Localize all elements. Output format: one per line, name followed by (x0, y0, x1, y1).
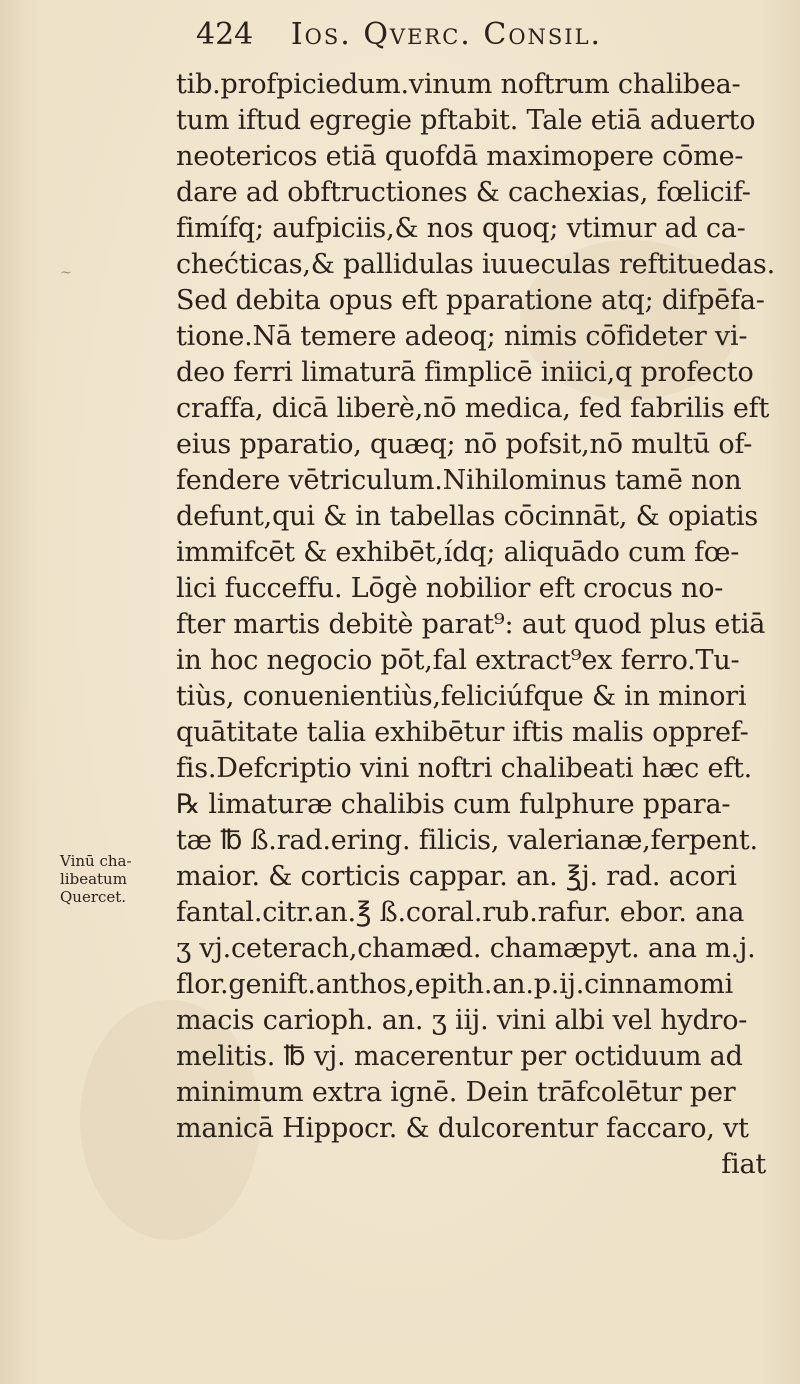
running-title: Ios. Qverc. Consil. (290, 17, 603, 52)
stray-pen-mark: ~ (60, 265, 72, 281)
text-line: lici fucceffu. Lōgè nobilior eft crocus no- (176, 573, 724, 604)
page-number: 424 (196, 17, 254, 52)
text-line: craffa, dicā liberè,nō medica, fed fabrilis eft (176, 393, 770, 424)
text-line: manicā Hippocr. & dulcorentur faccaro, vt (176, 1113, 749, 1144)
text-line: melitis. ℔ vj. macerentur per octiduum ad (176, 1041, 743, 1072)
text-line: ʒ vj.ceterach,chamæd. chamæpyt. ana m.j. (176, 933, 756, 964)
body-text (176, 67, 776, 1183)
text-line: fendere vētriculum.Nihilominus tamē non (176, 465, 742, 496)
text-line: ℞ limaturæ chalibis cum fulphure ppara- (176, 789, 731, 820)
page-header (196, 10, 602, 60)
text-line: dare ad obftructiones & cachexias, fœlicif- (176, 177, 751, 208)
marginal-note-line: Vinū cha- (60, 852, 132, 870)
text-line: neotericos etiā quofdā maximopere cōme- (176, 141, 744, 172)
text-line: tæ ℔ ß.rad.ering. filicis, valerianæ,ferpent. (176, 825, 758, 856)
marginal-note (60, 852, 170, 906)
text-line: tiùs, conuenientiùs,feliciúfque & in minori (176, 681, 747, 712)
text-line: minimum extra ignē. Dein trāfcolētur per (176, 1077, 736, 1108)
text-line: tib.profpiciedum.vinum noftrum chalibea- (176, 69, 741, 100)
text-line: fimífq; aufpiciis,& nos quoq; vtimur ad ca- (176, 213, 746, 244)
text-line: quātitate talia exhibētur iftis malis oppref- (176, 717, 749, 748)
text-line: chećticas,& pallidulas iuueculas reftituedas. (176, 249, 775, 280)
text-line: macis carioph. an. ʒ iij. vini albi vel hydro- (176, 1005, 748, 1036)
text-line: in hoc negocio pōt,fal extract⁹ex ferro.Tu- (176, 645, 740, 676)
text-line: fter martis debitè parat⁹: aut quod plus etiā (176, 609, 766, 640)
text-line: deo ferri limaturā fimplicē iniici,q profecto (176, 357, 754, 388)
text-line: fantal.citr.an.℥ ß.coral.rub.rafur. ebor. ana (176, 897, 745, 928)
text-line: Sed debita opus eft pparatione atq; difpēfa- (176, 285, 765, 316)
marginal-note-line: Quercet. (60, 888, 127, 906)
text-line: fis.Defcriptio vini noftri chalibeati hæc eft. (176, 753, 753, 784)
marginal-note-line: libeatum (60, 870, 127, 888)
text-line: tione.Nā temere adeoq; nimis cōfideter vi- (176, 321, 748, 352)
text-line: defunt,qui & in tabellas cōcinnāt, & opiatis (176, 501, 759, 532)
text-line: eius pparatio, quæq; nō pofsit,nō multū of- (176, 429, 753, 460)
text-line: tum iftud egregie pftabit. Tale etiā aduerto (176, 105, 756, 136)
text-line: immifcēt & exhibēt,ídq; aliquādo cum fœ- (176, 537, 740, 568)
text-line: maior. & corticis cappar. an. ℥j. rad. acori (176, 861, 737, 892)
catchword: fiat (721, 1149, 766, 1180)
text-line: flor.genift.anthos,epith.an.p.ij.cinnamomi (176, 969, 734, 1000)
